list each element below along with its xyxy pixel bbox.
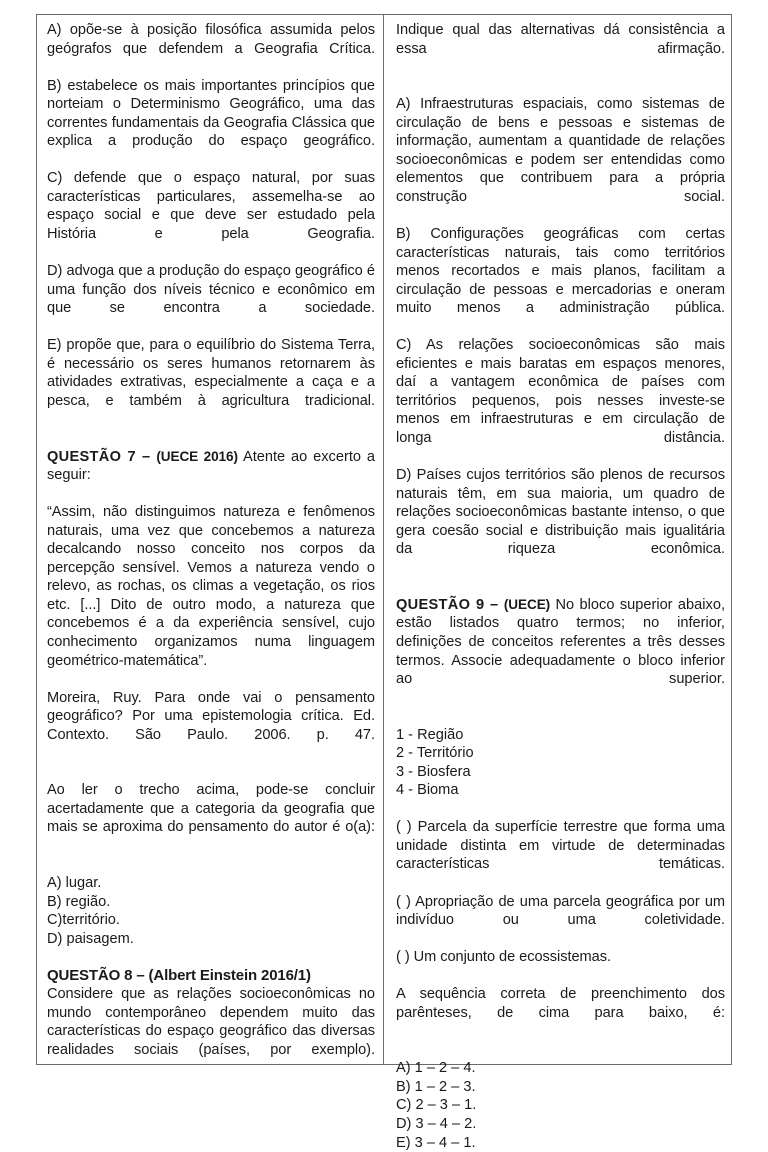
alternative-d-q6: D) advoga que a produção do espaço geográfico é uma função dos níveis técnico e econômico em que se encontra a sociedade.	[47, 263, 375, 317]
questao-7-heading	[47, 448, 375, 485]
alternative-a[interactable]: A) lugar.	[47, 874, 102, 891]
questao-8-alternative-c[interactable]: C) As relações socioeconômicas são mais eficientes e mais baratas em espaços menores, daí a vantagem econômica de países com territórios pequenos, pois nesses investe-se menos em infraestruturas e em circulação de longa distância.	[396, 337, 725, 446]
alternative-c[interactable]: C)território.	[47, 912, 120, 929]
alternative-a[interactable]: A) 1 – 2 – 4.	[396, 1060, 476, 1077]
spacer	[47, 763, 375, 782]
questao-8-instruction: Indique qual das alternativas dá consistência a essa afirmação.	[396, 22, 725, 57]
term-2: 2 - Território	[396, 745, 474, 762]
questao-9-definition-3[interactable]: ( ) Um conjunto de ecossistemas.	[396, 949, 611, 966]
spacer	[47, 485, 375, 504]
questao-7-alternatives	[47, 874, 375, 948]
questao-8-alternative-a[interactable]: A) Infraestruturas espaciais, como sistemas de circulação de bens e pessoas e sistemas de informação, aumentam a quantidade de relações socioeconômicas e podem ser entendidas como elementos que contribuem para a própria construção social.	[396, 96, 725, 205]
questao-7-intro: Atente ao excerto a seguir:	[47, 448, 375, 484]
alternative-e[interactable]: E) 3 – 4 – 1.	[396, 1134, 476, 1151]
alternative-d[interactable]: D) 3 – 4 – 2.	[396, 1115, 477, 1132]
left-column	[37, 15, 384, 1064]
spacer	[396, 1041, 725, 1060]
spacer	[396, 800, 725, 819]
questao-9-alternatives	[396, 1059, 725, 1152]
alternative-d[interactable]: D) paisagem.	[47, 930, 134, 947]
term-4: 4 - Bioma	[396, 782, 459, 799]
questao-9-label: QUESTÃO 9 –	[396, 596, 499, 613]
alternative-c[interactable]: C) 2 – 3 – 1.	[396, 1097, 477, 1114]
questao-9-definition-2[interactable]: ( ) Apropriação de uma parcela geográfica por um indivíduo ou uma coletividade.	[396, 893, 725, 929]
alternative-b[interactable]: B) 1 – 2 – 3.	[396, 1078, 476, 1095]
alternative-c-q6: C) defende que o espaço natural, por suas características particulares, assemelha-se ao espaço social e que deve ser estudado pela História e pela Geografia.	[47, 170, 375, 243]
spacer	[47, 855, 375, 874]
questao-8-stem: Considere que as relações socioeconômicas no mundo contemporâneo dependem muito das características do espaço geográfico das diversas realidades sociais (países, por exemplo).	[47, 986, 375, 1058]
questao-9-stem: No bloco superior abaixo, estão listados quatro termos; no inferior, definições de conceitos referentes a três desses termos. Associe adequadamente o bloco inferior ao superior.	[396, 596, 725, 688]
questao-9-terms	[396, 726, 725, 800]
questao-7-stem: Ao ler o trecho acima, pode-se concluir acertadamente que a categoria da geografia que mais se aproxima do pensamento do autor é o(a):	[47, 782, 375, 836]
questao-7-citation: Moreira, Ruy. Para onde vai o pensamento geográfico? Por uma epistemologia crítica. Ed. Contexto. São Paulo. 2006. p. 47.	[47, 689, 375, 743]
questao-9-source: (UECE)	[503, 596, 551, 612]
spacer	[47, 948, 375, 967]
term-3: 3 - Biosfera	[396, 763, 471, 780]
spacer	[396, 577, 725, 596]
questao-9-heading	[396, 596, 725, 707]
alternative-a-q6: A) opõe-se à posição filosófica assumida pelos geógrafos que defendem a Geografia Crítica.	[47, 22, 375, 57]
spacer	[396, 707, 725, 726]
term-1: 1 - Região	[396, 726, 464, 743]
questao-7-excerpt: “Assim, não distinguimos natureza e fenômenos naturais, uma vez que concebemos a natureza decalcando nosso conceito nos corpos da percepção sensível. Vemos a natureza vendo o relevo, as rochas, os climas a vegetação, os rios etc. [...] Dito de outro modo, a natureza que concebemos é a da experiência sensível, cujo conhecimento organizamos numa linguagem geométrico-matemática”.	[47, 504, 375, 669]
questao-7-label: QUESTÃO 7 –	[47, 448, 151, 465]
alternative-e-q6: E) propõe que, para o equilíbrio do Sistema Terra, é necessário os seres humanos retornarem às atividades extrativas, especialmente a caça e a pesca, e também à agricultura tradicional.	[47, 337, 375, 409]
questao-7-source: (UECE 2016)	[156, 448, 238, 464]
questao-8-alternative-d[interactable]: D) Países cujos territórios são plenos de recursos naturais têm, em sua maioria, um quadro de relações socioeconômicas bastante intenso, o que gera coesão social e distribuição mais igualitária da riqueza econômica.	[396, 467, 725, 558]
alternative-b[interactable]: B) região.	[47, 893, 111, 910]
right-column	[384, 15, 731, 1151]
questao-8-heading: QUESTÃO 8 – (Albert Einstein 2016/1)	[47, 966, 311, 984]
two-column-layout	[37, 15, 731, 1151]
alternative-b-q6: B) estabelece os mais importantes princípios que norteiam o Determinismo Geográfico, uma das correntes fundamentais da Geografia Clássica que explica a produção do espaço geográfico.	[47, 77, 375, 150]
spacer	[396, 77, 725, 96]
exam-page	[36, 14, 732, 1151]
questao-8-alternative-b[interactable]: B) Configurações geográficas com certas características naturais, tais como territórios menos recortados e mais planos, facilitam a circulação de pessoas e mercadorias e oneram muito menos a administração pública.	[396, 225, 725, 317]
questao-9-sequence-prompt: A sequência correta de preenchimento dos parênteses, de cima para baixo, é:	[396, 986, 725, 1021]
questao-9-definition-1[interactable]: ( ) Parcela da superfície terrestre que forma uma unidade distinta em virtude de determinadas características temáticas.	[396, 819, 725, 873]
spacer	[47, 429, 375, 448]
spacer	[396, 967, 725, 986]
